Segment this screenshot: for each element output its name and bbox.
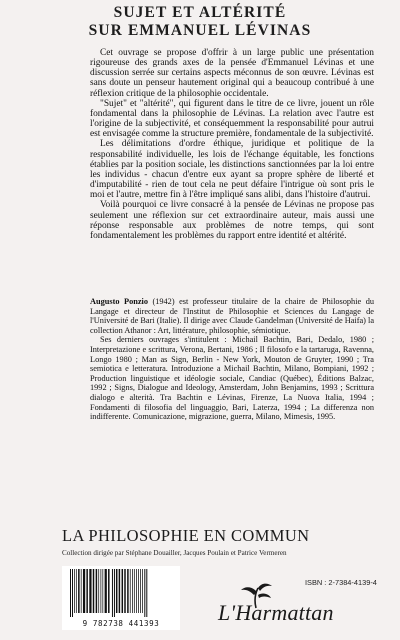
barcode-bar xyxy=(78,569,80,613)
description-paragraph: Les délimitations d'ordre éthique, juridique et politique de la responsabilité individuelle, les lois de l'échange équitable, les fonctions établies par la position sociale, les distinctions sanctionnées par la loi entre les individus - chacun d'entre eux ayant sa propre sphère de liberté et d'imputabilité - rien de tout cela ne peut défaire l'intrigue où sont pris le moi et l'autre, mettre fin à l'être impliqué sans alibi, dans l'histoire d'autrui. xyxy=(90,139,374,201)
barcode-bar xyxy=(142,569,143,613)
barcode-bar xyxy=(134,569,135,613)
title-line-1: SUJET ET ALTÉRITÉ xyxy=(113,4,287,21)
author-works: Ses derniers ouvrages s'intitulent : Michail Bachtin, Bari, Dedalo, 1980 ; Interpretazione e scrittura, Verona, Bertani, 1986 ; Il filosofo e la tartaruga, Ravenna, Longo 1980 ; Man as Sign, Berlin - New York, Mouton de Gruyter, 1990 ; Tra semiotica e letteratura. Introduzione a Michail Bachtin, Milano, Bompiani, 1992 ; Production linguistique et idéologie sociale, Candiac (Québec), Éditions Balzac, 1992 ; Signs, Dialogue and Ideology, Amsterdam, John Benjamins, 1993 ; Scrittura dialogo e alterità. Tra Bachtin e Lévinas, Firenze, La Nuova Italia, 1994 ; Fondamenti di filosofia del linguaggio, Bari, Laterza, 1994 ; La differenza non indifferente. Comunicazione, migrazione, guerra, Milano, Mimesis, 1995. xyxy=(90,335,374,422)
barcode-bar xyxy=(127,569,128,613)
barcode-bar xyxy=(138,569,139,613)
barcode-bar xyxy=(146,569,147,617)
description-paragraph: Cet ouvrage se propose d'offrir à un large public une présentation rigoureuse des grands axes de la pensée d'Emmanuel Lévinas et une discussion serrée sur certains aspects méconnus de son œuvre. Lévinas est sans doute un penseur hautement original qui a beaucoup contribué à une réflexion critique de la philosophie occidentale. xyxy=(90,48,374,99)
barcode-digits: 9 782738 441393 xyxy=(82,619,160,628)
author-bio-paragraph xyxy=(90,297,374,335)
publisher-name: L'Harmattan xyxy=(218,600,334,625)
author-bio-text: (1942) est professeur titulaire de la chaire de Philosophie du Langage et directeur de l'Institut de Philosophie et Sciences du Langage de l'Université de Bari (Italie). Il dirige avec Claude Gandelman (Université de Haifa) la collection Athanor : Art, littérature, philosophie, sémiotique. xyxy=(90,297,374,335)
barcode-bar xyxy=(112,569,113,617)
collection-name: LA PHILOSOPHIE EN COMMUN xyxy=(62,526,310,545)
barcode-bar xyxy=(98,569,99,613)
barcode-bar xyxy=(76,569,77,613)
barcode-bar xyxy=(83,569,85,613)
barcode-bar xyxy=(140,569,141,613)
barcode-bar xyxy=(144,569,145,617)
barcode-bar xyxy=(124,569,126,613)
collection-directors: Collection dirigée par Stéphane Douailler, Jacques Poulain et Patrice Vermeren xyxy=(62,549,287,557)
barcode-bar xyxy=(116,569,118,613)
barcode-bar xyxy=(74,569,75,613)
barcode xyxy=(62,566,180,630)
barcode-bar xyxy=(102,569,103,613)
title-line-2: SUR EMMANUEL LÉVINAS xyxy=(88,22,312,39)
publisher-logo xyxy=(218,580,334,630)
barcode-bar xyxy=(114,569,115,617)
isbn: ISBN : 2-7384-4139-4 xyxy=(305,578,377,587)
barcode-bar xyxy=(72,569,73,617)
barcode-bar xyxy=(81,569,82,613)
barcode-bar xyxy=(89,569,91,613)
book-title xyxy=(0,4,400,40)
author-name: Augusto Ponzio xyxy=(90,297,148,306)
barcode-bar xyxy=(101,569,102,613)
barcode-bar xyxy=(119,569,121,613)
barcode-bar xyxy=(130,569,131,613)
barcode-bar xyxy=(70,569,71,617)
book-description xyxy=(90,48,374,241)
description-paragraph: Voilà pourquoi ce livre consacré à la pensée de Lévinas ne propose pas seulement une réflexion sur cet extraordinaire auteur, mais aussi une réponse responsable aux problèmes de notre temps, qui sont fondamentalement les problèmes du rapport entre identité et altérité. xyxy=(90,200,374,241)
barcode-bar xyxy=(132,569,133,613)
barcode-bar xyxy=(93,569,95,613)
barcode-bar xyxy=(105,569,107,613)
description-paragraph: "Sujet" et "altérité", qui figurent dans le titre de ce livre, jouent un rôle fondamental dans la philosophie de Lévinas. La relation avec l'autre est l'origine de la subjectivité, et conséquemment la responsabilité pour autrui est envisagée comme la structure première, fondamentale de la subjectivité. xyxy=(90,98,374,140)
barcode-bar xyxy=(96,569,98,613)
barcode-bar xyxy=(108,569,110,613)
barcode-bar xyxy=(136,569,137,613)
barcode-bar xyxy=(122,569,124,613)
barcode-bar xyxy=(86,569,88,613)
author-bio xyxy=(90,297,374,422)
barcode-bars xyxy=(68,569,174,617)
